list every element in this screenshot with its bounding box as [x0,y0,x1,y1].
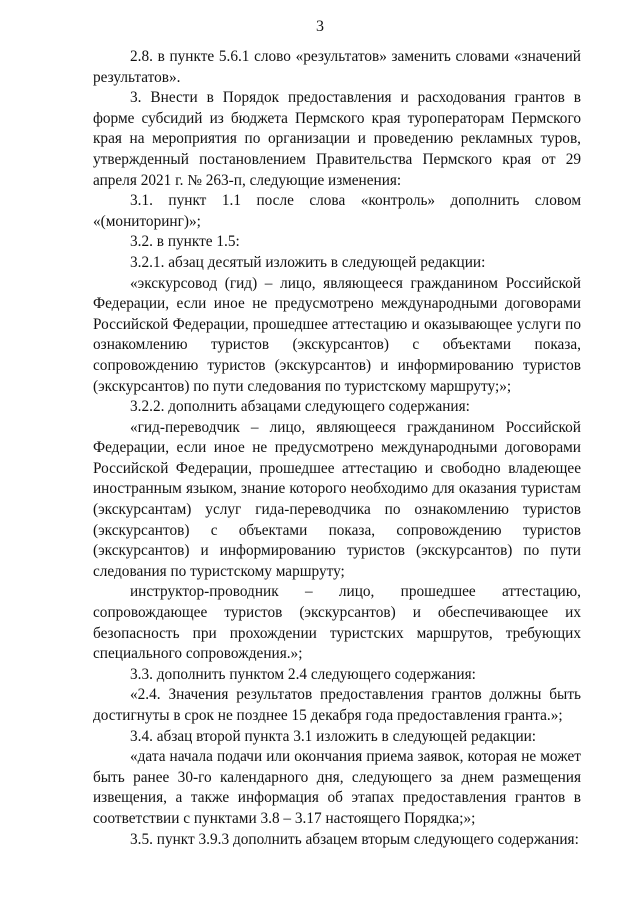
paragraph-3-2: 3.2. в пункте 1.5: [130,233,240,251]
quote-instructor-guide: инструктор-проводник – лицо, прошедшее аттестацию, сопровождающее туристов (экскурсантов) и обеспечивающее их безопасность при прохождении туристских маршрутов, требующих специального сопровождения.»; [93,583,581,663]
paragraph-3-5: 3.5. пункт 3.9.3 дополнить абзацем вторым следующего содержания: [130,830,579,848]
quote-guide-interpreter: «гид-переводчик – лицо, являющееся гражданином Российской Федерации, если иное не предусмотрено международными договорами Российской Федерации, прошедшее аттестацию и свободно владеющее иностранным языком, знание которого необходимо для оказания туристам (экскурсантам) услуг гида-переводчика по ознакомлению туристов (экскурсантов) с объектами показа, сопровождению туристов (экскурсантов) и информированию туристов (экскурсантов) по пути следования по туристскому маршруту; [93,418,581,580]
paragraph-3: 3. Внести в Порядок предоставления и расходования грантов в форме субсидий из бюджета Пермского края туроператорам Пермского края на мероприятия по организации и проведению рекламных туров, утвержденный постановлением Правительства Пермского края от 29 апреля 2021 г. № 263-п, следующие изменения: [93,89,581,189]
paragraph-3-1: 3.1. пункт 1.1 после слова «контроль» дополнить словом «(мониторинг)»; [93,192,581,230]
paragraph-2-8: 2.8. в пункте 5.6.1 слово «результатов» заменить словами «значений результатов». [93,48,581,86]
paragraph-3-2-2: 3.2.2. дополнить абзацами следующего содержания: [130,398,470,416]
quote-application-date: «дата начала подачи или окончания приема заявок, которая не может быть ранее 30-го календарного дня, следующего за днем размещения извещения, а также информация об этапах предоставления грантов в соответствии с пунктами 3.8 – 3.17 настоящего Порядка;»; [93,748,581,827]
paragraph-3-4: 3.4. абзац второй пункта 3.1 изложить в следующей редакции: [130,727,537,745]
quote-item-2-4: «2.4. Значения результатов предоставления грантов должны быть достигнуты в срок не позднее 15 декабря года предоставления гранта.»; [93,686,581,724]
paragraph-3-2-1: 3.2.1. абзац десятый изложить в следующей редакции: [130,253,486,271]
document-body [93,47,581,850]
page-number: 3 [316,18,324,35]
paragraph-3-3: 3.3. дополнить пунктом 2.4 следующего содержания: [130,665,476,683]
quote-excursion-guide: «экскурсовод (гид) – лицо, являющееся гражданином Российской Федерации, если иное не предусмотрено международными договорами Российской Федерации, прошедшее аттестацию и оказывающее услуги по ознакомлению туристов (экскурсантов) с объектами показа, сопровождению туристов (экскурсантов) и информированию туристов (экскурсантов) по пути следования по туристскому маршруту;»; [93,274,581,395]
